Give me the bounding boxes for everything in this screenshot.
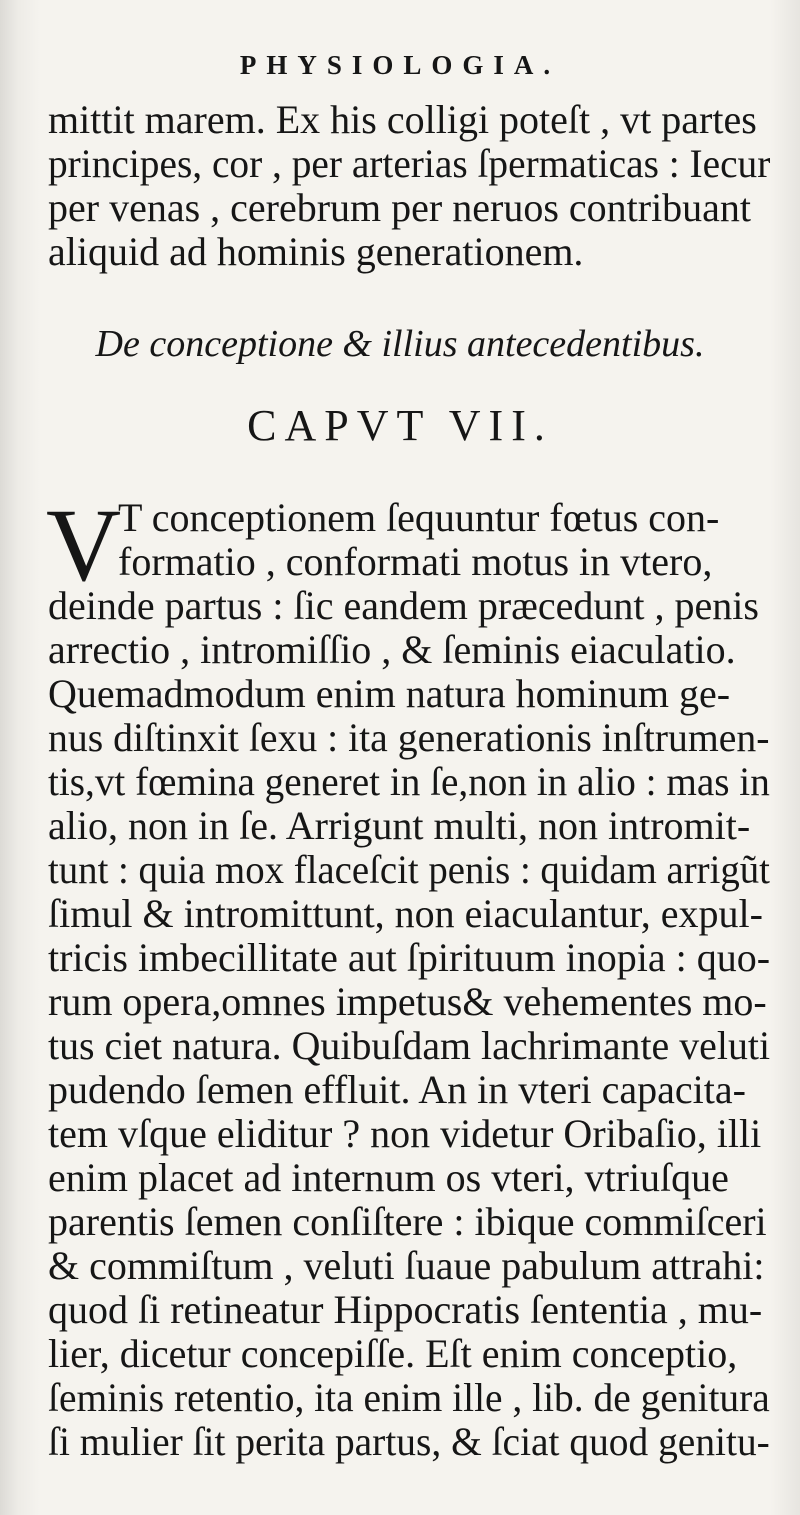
body-line: T conceptionem ſequuntur fœtus con- [118, 495, 720, 540]
drop-cap: V [46, 488, 122, 603]
running-head: PHYSIOLOGIA. [239, 50, 561, 80]
body-line: deinde partus : ſic eandem præcedunt , penis [48, 583, 759, 628]
body-line: pudendo ſemen effluit. An in vteri capacita- [48, 1067, 746, 1112]
body-line: ſimul & intromittunt, non eiaculantur, expul- [48, 891, 763, 936]
chapter-title: CAPVT VII. [247, 401, 553, 450]
body-line: tunt : quia mox flaceſcit penis : quidam arrigũt [48, 847, 770, 892]
body-line: tus ciet natura. Quibuſdam lachrimante veluti [48, 1023, 771, 1068]
body-line: Quemadmodum enim natura hominum ge- [48, 671, 731, 716]
body-line: lier, dicetur concepiſſe. Eſt enim conceptio, [48, 1331, 738, 1376]
body-line: rum opera,omnes impetus& vehementes mo- [48, 979, 767, 1024]
body-line: & commiſtum , veluti ſuaue pabulum attrahi: [48, 1243, 765, 1288]
body-line: ſi mulier ſit perita partus, & ſciat quod genitu- [48, 1419, 770, 1464]
body-line: quod ſi retineatur Hippocratis ſententia , mu- [48, 1287, 763, 1332]
body-line: tricis imbecillitate aut ſpirituum inopia : quo- [48, 935, 771, 980]
body-line: formatio , conformati motus in vtero, [118, 539, 713, 584]
body-line: parentis ſemen conſiſtere : ibique commiſceri [48, 1199, 767, 1244]
body-line: enim placet ad internum os vteri, vtriuſque [48, 1155, 729, 1200]
section-subtitle: De conceptione & illius antecedentibus. [95, 323, 705, 365]
intro-line: aliquid ad hominis generationem. [48, 229, 584, 274]
body-line: alio, non in ſe. Arrigunt multi, non intromit- [48, 803, 751, 848]
intro-line: principes, cor , per arterias ſpermaticas : Iecur [48, 141, 771, 186]
intro-line: mittit marem. Ex his colligi poteſt , vt partes [48, 97, 757, 142]
body-line: tem vſque eliditur ? non videtur Oribaſio, illi [48, 1111, 762, 1156]
body-line: nus diſtinxit ſexu : ita generationis inſtrumen- [48, 715, 770, 760]
body-line: ſeminis retentio, ita enim ille , lib. de genitura [48, 1375, 770, 1420]
body-line: tis,vt fœmina generet in ſe,non in alio : mas in [48, 759, 770, 804]
intro-line: per venas , cerebrum per neruos contribuant [48, 185, 752, 230]
body-line: arrectio , intromiſſio , & ſeminis eiaculatio. [48, 627, 736, 672]
